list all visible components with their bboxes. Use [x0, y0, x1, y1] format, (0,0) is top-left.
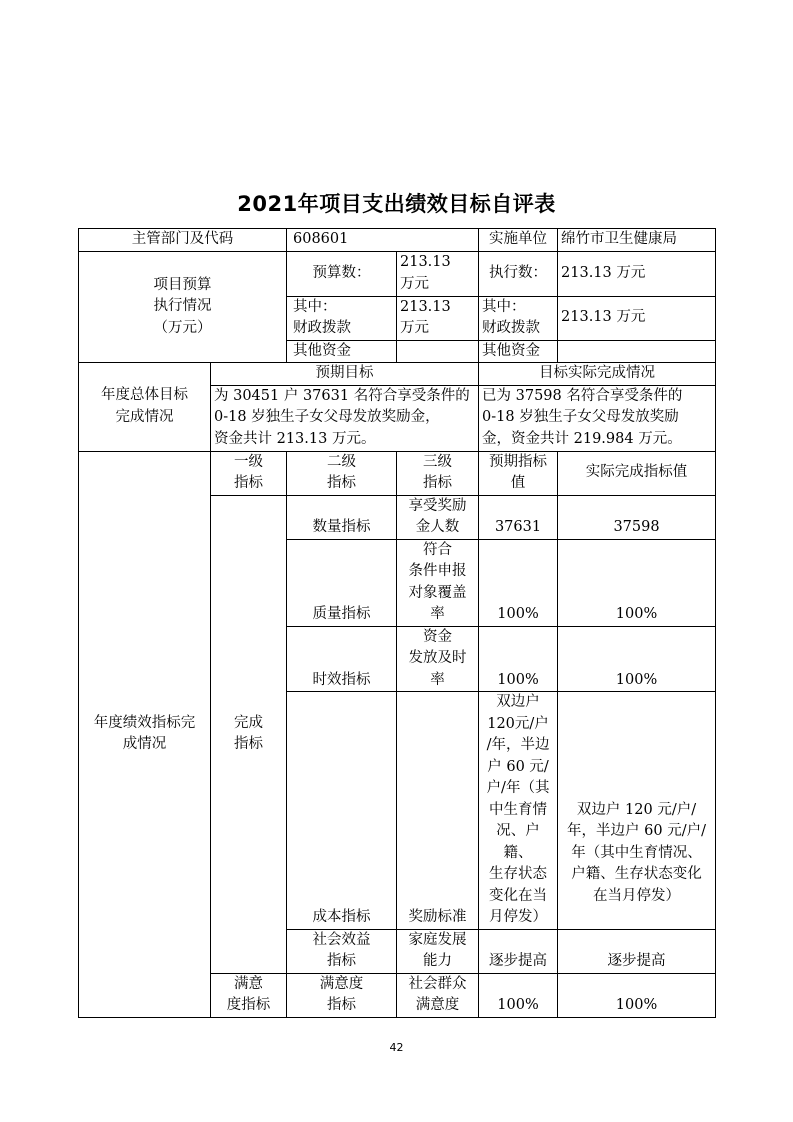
- satisfaction-l3: 社会群众 满意度: [397, 973, 479, 1017]
- dept-code: 608601: [287, 229, 479, 252]
- page-number: 42: [389, 1041, 404, 1054]
- other-funds-label: 其他资金: [287, 340, 397, 363]
- timeliness-l2: 时效指标: [287, 626, 397, 692]
- annual-goal-label: 年度总体目标 完成情况: [79, 363, 211, 452]
- completion-indicator-label: 完成 指标: [211, 495, 287, 973]
- satisfaction-expected: 100%: [479, 973, 558, 1017]
- level2-header: 二级 指标: [287, 451, 397, 495]
- other-funds-exec-label: 其他资金: [479, 340, 558, 363]
- timeliness-expected: 100%: [479, 626, 558, 692]
- indicator-header-row: [79, 451, 716, 495]
- impl-unit-label: 实施单位: [479, 229, 558, 252]
- satisfaction-actual: 100%: [558, 973, 716, 1017]
- fiscal-budget-value: 213.13 万元: [397, 296, 479, 340]
- other-funds-exec-value: [558, 340, 716, 363]
- actual-value-header: 实际完成指标值: [558, 451, 716, 495]
- social-actual: 逐步提高: [558, 929, 716, 973]
- of-which-fiscal-label: 其中： 财政拨款: [287, 296, 397, 340]
- quality-l2: 质量指标: [287, 539, 397, 626]
- cost-l2: 成本指标: [287, 692, 397, 930]
- budget-section-label: 项目预算 执行情况 （万元）: [79, 251, 287, 363]
- cost-l3: 奖励标准: [397, 692, 479, 930]
- fiscal-exec-value: 213.13 万元: [558, 296, 716, 340]
- timeliness-actual: 100%: [558, 626, 716, 692]
- quantity-l2: 数量指标: [287, 495, 397, 539]
- level3-header: 三级 指标: [397, 451, 479, 495]
- expected-goal-text: 为 30451 户 37631 名符合享受条件的 0-18 岁独生子女父母发放奖励金， 资金共计 213.13 万元。: [211, 385, 479, 451]
- budget-row: [79, 251, 716, 296]
- performance-table: [78, 228, 716, 1018]
- cost-actual: 双边户 120 元/户/ 年，半边户 60 元/户/ 年（其中生育情况、 户籍、生存状态变化 在当月停发）: [558, 692, 716, 930]
- social-l3: 家庭发展 能力: [397, 929, 479, 973]
- exec-amount-value: 213.13 万元: [558, 251, 716, 296]
- quality-expected: 100%: [479, 539, 558, 626]
- quality-l3: 符合 条件申报 对象覆盖 率: [397, 539, 479, 626]
- expected-value-header: 预期指标 值: [479, 451, 558, 495]
- other-funds-budget-value: [397, 340, 479, 363]
- dept-label: 主管部门及代码: [79, 229, 287, 252]
- social-l2: 社会效益 指标: [287, 929, 397, 973]
- dept-row: [79, 229, 716, 252]
- budget-amount-value: 213.13 万元: [397, 251, 479, 296]
- satisfaction-l2: 满意度 指标: [287, 973, 397, 1017]
- budget-amount-label: 预算数：: [287, 251, 397, 296]
- quantity-actual: 37598: [558, 495, 716, 539]
- timeliness-l3: 资金 发放及时 率: [397, 626, 479, 692]
- impl-unit-value: 绵竹市卫生健康局: [558, 229, 716, 252]
- satisfaction-l1: 满意 度指标: [211, 973, 287, 1017]
- exec-of-which-fiscal-label: 其中： 财政拨款: [479, 296, 558, 340]
- actual-goal-header: 目标实际完成情况: [479, 363, 716, 386]
- indicator-section-label: 年度绩效指标完 成情况: [79, 451, 211, 1017]
- quantity-l3: 享受奖励 金人数: [397, 495, 479, 539]
- actual-goal-text: 已为 37598 名符合享受条件的 0-18 岁独生子女父母发放奖励 金，资金共计 219.984 万元。: [479, 385, 716, 451]
- annual-goal-header-row: [79, 363, 716, 386]
- quantity-expected: 37631: [479, 495, 558, 539]
- level1-header: 一级 指标: [211, 451, 287, 495]
- social-expected: 逐步提高: [479, 929, 558, 973]
- page-title: 2021年项目支出绩效目标自评表: [237, 192, 556, 216]
- expected-goal-header: 预期目标: [211, 363, 479, 386]
- cost-expected: 双边户 120元/户 /年，半边 户 60 元/ 户/年（其 中生育情 况、户籍、 生存状态 变化在当 月停发）: [479, 692, 558, 930]
- exec-amount-label: 执行数：: [479, 251, 558, 296]
- quality-actual: 100%: [558, 539, 716, 626]
